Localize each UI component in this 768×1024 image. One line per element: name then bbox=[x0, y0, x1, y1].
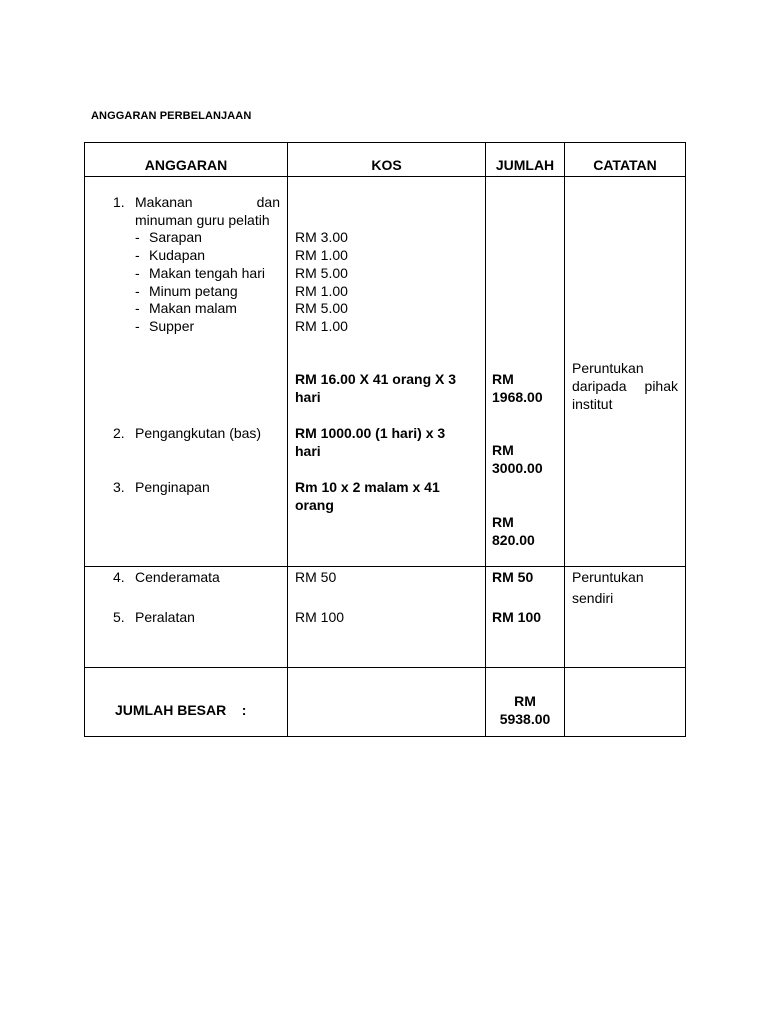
subitem-dash: - bbox=[135, 265, 140, 281]
header-anggaran: ANGGARAN bbox=[144, 157, 228, 173]
subitem-dash: - bbox=[135, 283, 140, 299]
cost-calculation: hari bbox=[295, 389, 321, 405]
cost-calculation: RM 16.00 X 41 orang X 3 bbox=[295, 371, 457, 387]
subitem-cost: RM 1.00 bbox=[295, 318, 348, 334]
header-kos: KOS bbox=[371, 157, 402, 173]
grand-total-value: RM bbox=[514, 693, 536, 709]
cost-calculation: Rm 10 x 2 malam x 41 bbox=[295, 479, 440, 495]
note-text: Peruntukan bbox=[572, 360, 644, 376]
item-total: RM 100 bbox=[492, 609, 542, 625]
item-total: RM bbox=[492, 371, 514, 387]
item-number: 5. bbox=[113, 609, 125, 625]
note-text: sendiri bbox=[572, 590, 614, 606]
item-label-word: Makanan bbox=[135, 194, 193, 210]
subitem-label: Sarapan bbox=[149, 229, 202, 245]
item-total: 820.00 bbox=[492, 532, 535, 548]
subitem-label: Makan tengah hari bbox=[149, 265, 265, 281]
subitem-dash: - bbox=[135, 247, 140, 263]
table-border-left bbox=[84, 142, 85, 737]
column-divider-catatan bbox=[564, 142, 565, 737]
subitem-dash: - bbox=[135, 300, 140, 316]
item-label-line1 bbox=[135, 193, 280, 211]
note-word: daripada bbox=[572, 378, 627, 394]
item-number: 3. bbox=[113, 479, 125, 495]
grand-total-label: JUMLAH BESAR : bbox=[115, 702, 247, 718]
table-border-bottom bbox=[84, 736, 686, 737]
column-divider-jumlah bbox=[485, 142, 486, 737]
subitem-cost: RM 5.00 bbox=[295, 300, 348, 316]
item-label: Penginapan bbox=[135, 479, 210, 495]
subitem-cost: RM 1.00 bbox=[295, 247, 348, 263]
note-text: Peruntukan bbox=[572, 569, 644, 585]
item-cost: RM 100 bbox=[295, 609, 345, 625]
item-total: RM 50 bbox=[492, 569, 534, 585]
item-total: 3000.00 bbox=[492, 460, 543, 476]
subitem-cost: RM 5.00 bbox=[295, 265, 348, 281]
header-row-divider bbox=[84, 176, 686, 177]
subitem-cost: RM 3.00 bbox=[295, 229, 348, 245]
item-label: Cenderamata bbox=[135, 569, 220, 585]
table-border-top bbox=[84, 142, 686, 143]
grand-total-value: 5938.00 bbox=[499, 711, 551, 727]
note-word: pihak bbox=[644, 378, 678, 394]
cost-calculation: hari bbox=[295, 443, 321, 459]
item-label-word: dan bbox=[256, 194, 280, 210]
subitem-label: Makan malam bbox=[149, 300, 237, 316]
subitem-dash: - bbox=[135, 318, 140, 334]
document-title: ANGGARAN PERBELANJAAN bbox=[91, 110, 252, 122]
column-divider-kos bbox=[287, 142, 288, 737]
item-total: 1968.00 bbox=[492, 389, 543, 405]
subitem-cost: RM 1.00 bbox=[295, 283, 348, 299]
cost-calculation: RM 1000.00 (1 hari) x 3 bbox=[295, 425, 446, 441]
table-border-right bbox=[685, 142, 686, 737]
note-text: institut bbox=[572, 396, 613, 412]
item-label: Peralatan bbox=[135, 609, 195, 625]
header-catatan: CATATAN bbox=[593, 157, 657, 173]
subitem-label: Minum petang bbox=[149, 283, 238, 299]
subitem-label: Kudapan bbox=[149, 247, 206, 263]
item-label: Pengangkutan (bas) bbox=[135, 425, 262, 441]
header-jumlah: JUMLAH bbox=[495, 157, 555, 173]
row-divider-1 bbox=[84, 566, 686, 567]
subitem-label: Supper bbox=[149, 318, 195, 334]
item-number: 1. bbox=[113, 194, 125, 210]
subitem-dash: - bbox=[135, 229, 140, 245]
item-cost: RM 50 bbox=[295, 569, 337, 585]
item-total: RM bbox=[492, 514, 514, 530]
item-label-line2: minuman guru pelatih bbox=[135, 212, 270, 228]
row-divider-2 bbox=[84, 667, 686, 668]
item-total: RM bbox=[492, 442, 514, 458]
item-number: 2. bbox=[113, 425, 125, 441]
note-line2 bbox=[572, 377, 678, 395]
item-number: 4. bbox=[113, 569, 125, 585]
cost-calculation: orang bbox=[295, 497, 334, 513]
